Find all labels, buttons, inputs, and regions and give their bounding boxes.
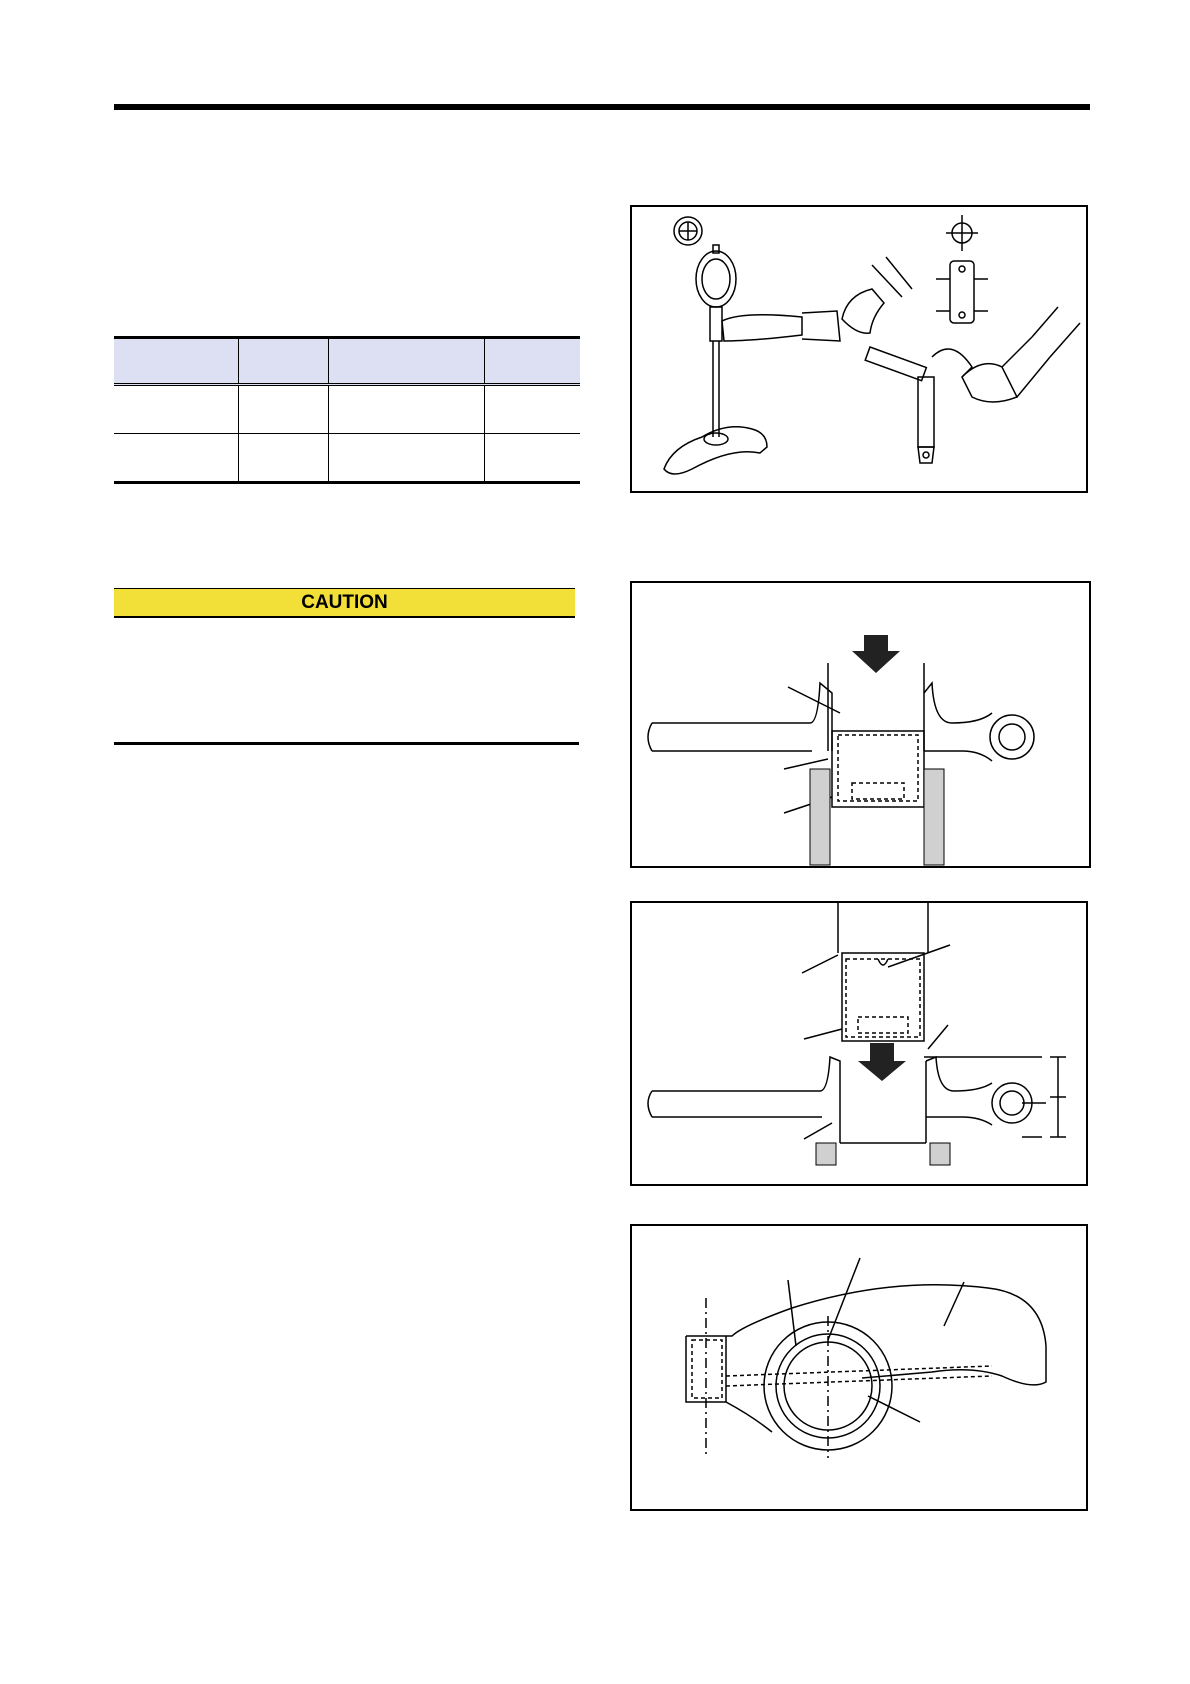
- install-illustration: [632, 903, 1086, 1184]
- table-row: [114, 385, 580, 434]
- table-cell: [328, 434, 484, 483]
- removal-illustration: [632, 583, 1089, 866]
- figure-oil-hole-alignment: [630, 1224, 1088, 1511]
- figure-bushing-install: [630, 901, 1088, 1186]
- table-cell: [238, 434, 328, 483]
- table-cell: [114, 434, 238, 483]
- press-arrow-icon: [858, 1043, 906, 1081]
- measurement-illustration: [632, 207, 1086, 491]
- measurement-circle-icon: [674, 217, 702, 245]
- figure-bushing-removal: [630, 581, 1091, 868]
- table-cell: [484, 434, 580, 483]
- caution-bottom-rule: [114, 742, 579, 745]
- table-cell: [114, 385, 238, 434]
- rocker-arm-illustration: [632, 1226, 1086, 1509]
- table-cell: [328, 385, 484, 434]
- table-cell: [484, 385, 580, 434]
- spec-table: [114, 336, 580, 484]
- table-header-cell: [484, 338, 580, 385]
- table-row: [114, 434, 580, 483]
- table-header-cell: [114, 338, 238, 385]
- figure-measurement: [630, 205, 1088, 493]
- caution-banner: CAUTION: [114, 588, 575, 618]
- top-rule: [114, 104, 1090, 110]
- press-arrow-icon: [852, 635, 900, 673]
- table-cell: [238, 385, 328, 434]
- table-header-row: [114, 338, 580, 385]
- table-header-cell: [238, 338, 328, 385]
- table-header-cell: [328, 338, 484, 385]
- caution-body: [114, 620, 575, 740]
